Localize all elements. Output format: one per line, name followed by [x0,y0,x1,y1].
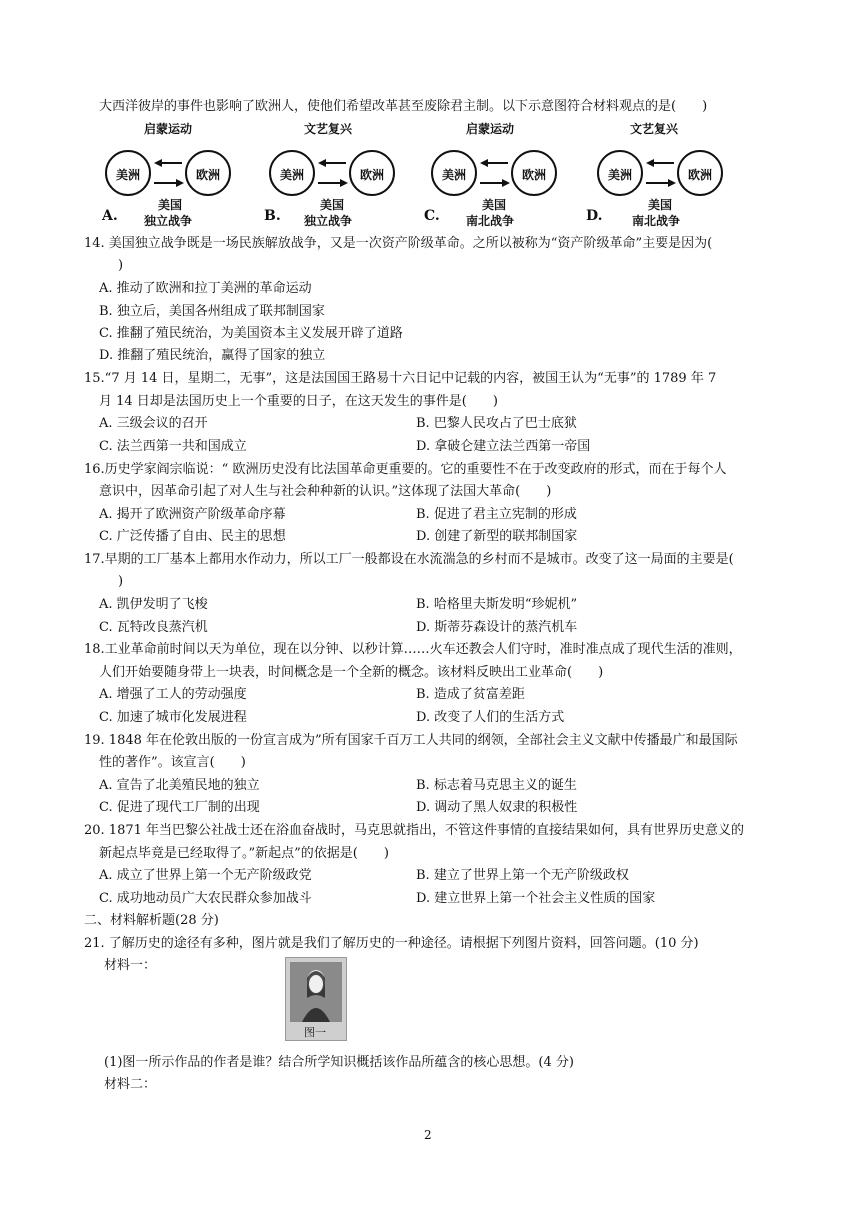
diagram-bottom-label-1: 美国 [482,198,507,212]
diagram-letter: C. [424,208,440,224]
diagram-bottom-label-2: 独立战争 [304,214,353,228]
question-19-option-a: A. 宣告了北美殖民地的独立 [99,778,260,793]
question-19-option-d: D. 调动了黑人奴隶的积极性 [416,800,578,815]
question-18-stem: 18.工业革命前时间以天为单位，现在以分钟、以秒计算……火车还教会人们守时，准时准点成了现代生活的准则， [84,642,742,657]
material-one-label: 材料一： [104,958,157,973]
diagram-bottom-label-2: 南北战争 [632,214,681,228]
diagram-letter: D. [586,208,603,224]
diagram-letter: B. [264,208,281,224]
question-16-stem: 16.历史学家阎宗临说：“ 欧洲历史没有比法国革命更重要的。它的重要性不在于改变政府的形式，而在于每个人 [84,462,727,477]
section-heading: 二、材料解析题(28 分) [84,913,219,928]
question-14-stem-cont: ) [118,258,124,273]
question-16-stem-cont: 意识中，因革命引起了对人生与社会种种新的认识。”这体现了法国大革命( ) [99,484,552,499]
question-19-stem-cont: 性的著作”。该宣言( ) [99,755,246,770]
question-15-stem: 15.“7 月 14 日，星期二，无事”，这是法国国王路易十六日记中记载的内容，被国王认为“无事”的 1789 年 7 [84,371,717,386]
question-18-option-d: D. 改变了人们的生活方式 [416,710,565,725]
question-20-stem: 20. 1871 年当巴黎公社战士还在浴血奋战时，马克思就指出，不管这件事情的直接结果如何，具有世界历史意义的 [84,823,745,838]
question-17-option-a: A. 凯伊发明了飞梭 [99,597,208,612]
question-20-option-d: D. 建立世界上第一个社会主义性质的国家 [416,891,656,906]
question-16-option-b: B. 促进了君主立宪制的形成 [416,507,577,522]
question-15-option-c: C. 法兰西第一共和国成立 [99,439,247,454]
question-18-stem-cont: 人们开始要随身带上一块表，时间概念是一个全新的概念。该材料反映出工业革命( ) [99,665,604,680]
question-17-stem-cont: ) [118,574,124,589]
question-14-option-d: D. 推翻了殖民统治，赢得了国家的独立 [99,348,326,363]
diagram-bottom-label-2: 南北战争 [466,214,515,228]
diagram-bottom-label-1: 美国 [648,198,673,212]
question-14-option-a: A. 推动了欧洲和拉丁美洲的革命运动 [99,281,312,296]
question-17-option-b: B. 哈格里夫斯发明“珍妮机” [416,597,578,612]
question-15-option-d: D. 拿破仑建立法兰西第一帝国 [416,439,591,454]
question-20-option-c: C. 成功地动员广大农民群众参加战斗 [99,891,312,906]
page-number: 2 [424,1128,432,1142]
question-20-option-a: A. 成立了世界上第一个无产阶级政党 [99,868,312,883]
diagram-left-label: 美洲 [442,168,467,182]
diagram-top-label: 文艺复兴 [630,122,679,136]
diagram-top-label: 文艺复兴 [304,122,353,136]
question-21-sub-1: (1)图一所示作品的作者是谁？结合所学知识概括该作品所蕴含的核心思想。(4 分) [104,1055,574,1070]
question-19-stem: 19. 1848 年在伦敦出版的一份宣言成为”所有国家千百万工人共同的纲领，全部社会主义文献中传播最广和最国际 [84,733,738,748]
diagram-bottom-label-1: 美国 [320,198,345,212]
question-17-stem: 17.早期的工厂基本上都用水作动力，所以工厂一般都设在水流湍急的乡村而不是城市。改变了这一局面的主要是( [84,552,734,567]
question-14-stem: 14. 美国独立战争既是一场民族解放战争，又是一次资产阶级革命。之所以被称为“资产阶级革命”主要是因为( [84,236,713,251]
question-18-option-c: C. 加速了城市化发展进程 [99,710,247,725]
question-21-stem: 21. 了解历史的途径有多种，图片就是我们了解历史的一种途径。请根据下列图片资料，回答问题。(10 分) [84,936,699,951]
diagram-right-label: 欧洲 [196,168,221,182]
mona-lisa-image [285,957,347,1041]
material-two-label: 材料二： [104,1077,157,1092]
diagram-left-label: 美洲 [280,168,305,182]
question-16-option-d: D. 创建了新型的联邦制国家 [416,529,578,544]
question-15-option-b: B. 巴黎人民攻占了巴士底狱 [416,416,577,431]
question-20-stem-cont: 新起点毕竟是已经取得了。”新起点”的依据是( ) [99,846,389,861]
question-20-option-b: B. 建立了世界上第一个无产阶级政权 [416,868,629,883]
question-19-option-c: C. 促进了现代工厂制的出现 [99,800,260,815]
diagram-letter: A. [102,208,118,224]
question-16-option-a: A. 揭开了欧洲资产阶级革命序幕 [99,507,286,522]
diagram-right-label: 欧洲 [522,168,547,182]
diagram-top-label: 启蒙运动 [144,122,193,136]
diagram-top-label: 启蒙运动 [466,122,515,136]
question-17-option-d: D. 斯蒂芬森设计的蒸汽机车 [416,620,578,635]
question-18-option-a: A. 增强了工人的劳动强度 [99,687,247,702]
diagram-left-label: 美洲 [608,168,633,182]
diagram-left-label: 美洲 [116,168,141,182]
question-19-option-b: B. 标志着马克思主义的诞生 [416,778,577,793]
question-13-stem: 大西洋彼岸的事件也影响了欧洲人，使他们希望改革甚至废除君主制。以下示意图符合材料观点的是( ) [99,99,708,114]
diagram-right-label: 欧洲 [360,168,385,182]
question-16-option-c: C. 广泛传播了自由、民主的思想 [99,529,286,544]
diagram-option-b [264,118,414,230]
diagram-option-c [426,118,576,230]
question-15-option-a: A. 三级会议的召开 [99,416,208,431]
diagram-bottom-label-2: 独立战争 [144,214,193,228]
diagram-option-d [586,118,742,230]
question-14-option-c: C. 推翻了殖民统治，为美国资本主义发展开辟了道路 [99,326,403,341]
image-caption: 图一 [304,1026,326,1039]
question-17-option-c: C. 瓦特改良蒸汽机 [99,620,208,635]
diagram-bottom-label-1: 美国 [158,198,183,212]
question-14-option-b: B. 独立后，美国各州组成了联邦制国家 [99,304,325,319]
question-18-option-b: B. 造成了贫富差距 [416,687,525,702]
diagram-right-label: 欧洲 [688,168,713,182]
question-15-stem-cont: 月 14 日却是法国历史上一个重要的日子，在这天发生的事件是( ) [99,394,498,409]
diagram-option-a [100,118,250,230]
